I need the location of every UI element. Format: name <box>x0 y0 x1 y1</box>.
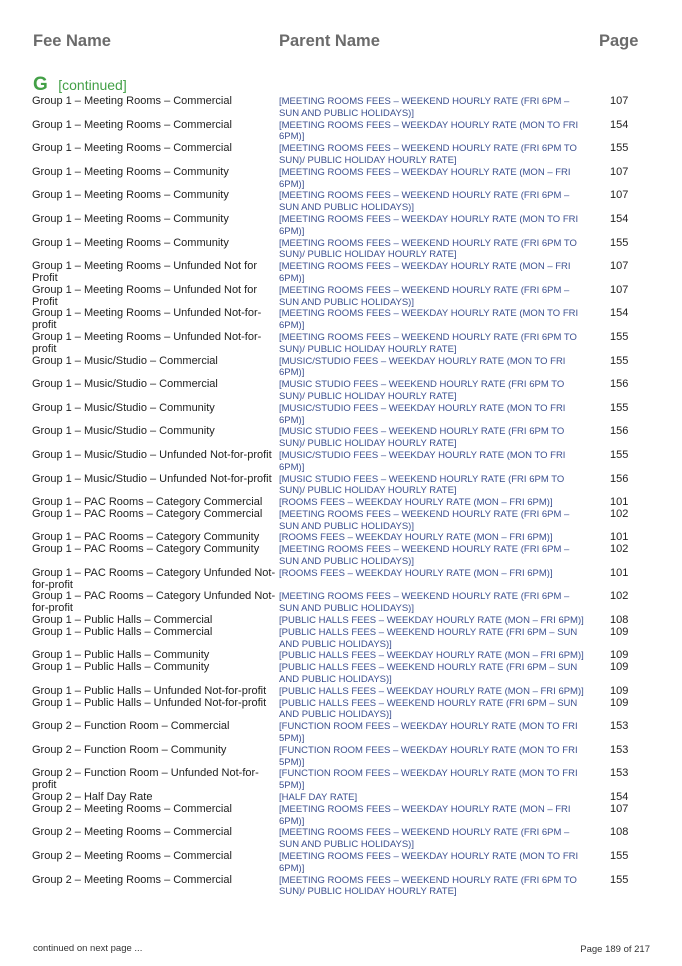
fee-name: Group 1 – Music/Studio – Community <box>32 401 215 414</box>
page-ref: 107 <box>610 283 629 296</box>
page-ref: 109 <box>610 625 629 638</box>
table-row <box>0 662 682 686</box>
parent-name[interactable]: [MEETING ROOMS FEES – WEEKDAY HOURLY RATE (MON TO FRI 6PM)] <box>279 213 579 237</box>
page-ref: 101 <box>610 496 629 509</box>
fee-name: Group 1 – Meeting Rooms – Commercial <box>32 118 232 131</box>
page-ref: 101 <box>610 531 629 544</box>
page-ref: 155 <box>610 873 629 886</box>
page-ref: 107 <box>610 802 629 815</box>
page-ref: 153 <box>610 767 629 780</box>
table-row <box>0 875 682 899</box>
fee-name: Group 1 – PAC Rooms – Category Unfunded Not-for-profit <box>32 590 276 615</box>
fee-name: Group 1 – Public Halls – Unfunded Not-for-profit <box>32 684 267 697</box>
parent-name[interactable]: [MUSIC/STUDIO FEES – WEEKDAY HOURLY RATE (MON TO FRI 6PM)] <box>279 449 566 473</box>
parent-name[interactable]: [PUBLIC HALLS FEES – WEEKDAY HOURLY RATE (MON – FRI 6PM)] <box>279 615 584 627</box>
page-ref: 101 <box>610 566 629 579</box>
parent-name[interactable]: [PUBLIC HALLS FEES – WEEKEND HOURLY RATE (FRI 6PM – SUN AND PUBLIC HOLIDAYS)] <box>279 662 578 686</box>
page-ref: 155 <box>610 448 629 461</box>
table-row <box>0 544 682 568</box>
fee-name: Group 1 – PAC Rooms – Category Community <box>32 531 260 544</box>
table-row <box>0 509 682 533</box>
page-ref: 154 <box>610 791 629 804</box>
page-ref: 102 <box>610 543 629 556</box>
page-ref: 107 <box>610 260 629 273</box>
fee-name: Group 1 – PAC Rooms – Category Community <box>32 543 260 556</box>
parent-name[interactable]: [MEETING ROOMS FEES – WEEKEND HOURLY RATE (FRI 6PM – SUN AND PUBLIC HOLIDAYS)] <box>279 591 570 615</box>
fee-name: Group 1 – Meeting Rooms – Community <box>32 165 229 178</box>
page-ref: 156 <box>610 425 629 438</box>
table-row <box>0 804 682 828</box>
table-row <box>0 568 682 592</box>
fee-name: Group 2 – Meeting Rooms – Commercial <box>32 802 232 815</box>
table-row <box>0 768 682 792</box>
continued-note: continued on next page ... <box>33 943 143 954</box>
table-row <box>0 190 682 214</box>
parent-name[interactable]: [FUNCTION ROOM FEES – WEEKDAY HOURLY RATE (MON TO FRI 5PM)] <box>279 721 578 745</box>
table-row <box>0 332 682 356</box>
fee-name: Group 1 – Public Halls – Community <box>32 661 210 674</box>
page-ref: 107 <box>610 95 629 107</box>
page-header: Page <box>599 32 639 50</box>
table-row <box>0 285 682 309</box>
table-row <box>0 403 682 427</box>
table-row <box>0 591 682 615</box>
fee-name: Group 1 – Meeting Rooms – Community <box>32 236 229 249</box>
parent-name[interactable]: [MUSIC STUDIO FEES – WEEKEND HOURLY RATE (FRI 6PM TO SUN)/ PUBLIC HOLIDAY HOURLY RATE] <box>279 379 565 402</box>
fee-name: Group 2 – Meeting Rooms – Commercial <box>32 873 232 886</box>
page-ref: 154 <box>610 118 629 131</box>
section-continued: [continued] <box>58 77 127 93</box>
fee-name: Group 1 – PAC Rooms – Category Unfunded Not-for-profit <box>32 566 276 591</box>
parent-name[interactable]: [MEETING ROOMS FEES – WEEKDAY HOURLY RATE (MON TO FRI 6PM)] <box>279 308 579 332</box>
table-row <box>0 238 682 262</box>
table-row <box>0 167 682 191</box>
parent-name[interactable]: [MUSIC STUDIO FEES – WEEKEND HOURLY RATE (FRI 6PM TO SUN)/ PUBLIC HOLIDAY HOURLY RATE] <box>279 426 565 450</box>
table-row <box>0 96 682 120</box>
fee-name: Group 1 – PAC Rooms – Category Commercial <box>32 496 263 509</box>
fee-name: Group 1 – Public Halls – Commercial <box>32 614 213 627</box>
table-row <box>0 426 682 450</box>
table-row <box>0 450 682 474</box>
fee-name: Group 2 – Meeting Rooms – Commercial <box>32 850 232 862</box>
parent-name[interactable]: [MEETING ROOMS FEES – WEEKEND HOURLY RATE (FRI 6PM TO SUN)/ PUBLIC HOLIDAY HOURLY RATE] <box>279 874 577 898</box>
fee-name: Group 1 – Meeting Rooms – Unfunded Not for Profit <box>32 283 258 308</box>
parent-name[interactable]: [ROOMS FEES – WEEKDAY HOURLY RATE (MON – FRI 6PM)] <box>279 567 553 579</box>
parent-name[interactable]: [MEETING ROOMS FEES – WEEKDAY HOURLY RATE (MON – FRI 6PM)] <box>279 803 571 827</box>
fee-name: Group 2 – Function Room – Commercial <box>32 720 230 733</box>
parent-name[interactable]: [MUSIC/STUDIO FEES – WEEKDAY HOURLY RATE (MON TO FRI 6PM)] <box>279 402 566 426</box>
page-ref: 155 <box>610 142 629 155</box>
parent-name-header: Parent Name <box>279 32 380 50</box>
fee-name: Group 2 – Half Day Rate <box>32 791 153 804</box>
page-ref: 102 <box>610 590 629 603</box>
parent-name[interactable]: [FUNCTION ROOM FEES – WEEKDAY HOURLY RATE (MON TO FRI 5PM)] <box>279 744 578 768</box>
page-ref: 156 <box>610 472 629 485</box>
fee-name: Group 2 – Function Room – Community <box>32 743 227 756</box>
fee-name: Group 1 – Music/Studio – Unfunded Not-for-profit <box>32 472 272 485</box>
fee-name-header: Fee Name <box>33 32 111 50</box>
parent-name[interactable]: [MEETING ROOMS FEES – WEEKEND HOURLY RATE (FRI 6PM – SUN AND PUBLIC HOLIDAYS)] <box>279 508 570 532</box>
table-row <box>0 379 682 403</box>
page-ref: 155 <box>610 330 629 343</box>
parent-name[interactable]: [MEETING ROOMS FEES – WEEKDAY HOURLY RATE (MON – FRI 6PM)] <box>279 261 571 284</box>
page-ref: 109 <box>610 684 629 697</box>
page-ref: 156 <box>610 378 629 391</box>
page-ref: 155 <box>610 401 629 414</box>
parent-name[interactable]: [PUBLIC HALLS FEES – WEEKEND HOURLY RATE (FRI 6PM – SUN AND PUBLIC HOLIDAYS)] <box>279 626 578 650</box>
fee-name: Group 2 – Function Room – Unfunded Not-for-profit <box>32 767 259 792</box>
fee-name: Group 2 – Meeting Rooms – Commercial <box>32 826 232 839</box>
page-ref: 107 <box>610 165 629 178</box>
fee-name: Group 1 – Meeting Rooms – Unfunded Not-for-profit <box>32 330 262 355</box>
section-letter: G <box>33 74 48 95</box>
parent-name[interactable]: [MEETING ROOMS FEES – WEEKEND HOURLY RATE (FRI 6PM TO SUN)/ PUBLIC HOLIDAY HOURLY RATE] <box>279 331 577 355</box>
page-ref: 109 <box>610 661 629 674</box>
table-row <box>0 214 682 238</box>
table-row <box>0 745 682 769</box>
page-ref: 155 <box>610 850 629 862</box>
table-row <box>0 356 682 380</box>
page-ref: 102 <box>610 507 629 520</box>
table-row <box>0 261 682 285</box>
fee-name: Group 1 – Music/Studio – Unfunded Not-for-profit <box>32 448 272 461</box>
fee-name: Group 1 – Music/Studio – Community <box>32 425 215 438</box>
table-row <box>0 627 682 651</box>
page-ref: 154 <box>610 307 629 320</box>
parent-name[interactable]: [PUBLIC HALLS FEES – WEEKDAY HOURLY RATE (MON – FRI 6PM)] <box>279 650 584 662</box>
fee-name: Group 1 – Music/Studio – Commercial <box>32 354 218 367</box>
parent-name[interactable]: [MEETING ROOMS FEES – WEEKDAY HOURLY RATE (MON – FRI 6PM)] <box>279 166 571 190</box>
fee-name: Group 1 – Meeting Rooms – Community <box>32 212 229 225</box>
parent-name[interactable]: [MEETING ROOMS FEES – WEEKDAY HOURLY RATE (MON TO FRI 6PM)] <box>279 119 579 143</box>
parent-name[interactable]: [ROOMS FEES – WEEKDAY HOURLY RATE (MON – FRI 6PM)] <box>279 532 553 544</box>
parent-name[interactable]: [ROOMS FEES – WEEKDAY HOURLY RATE (MON – FRI 6PM)] <box>279 497 553 509</box>
fee-name: Group 1 – Meeting Rooms – Commercial <box>32 95 232 107</box>
table-row <box>0 721 682 745</box>
fee-name: Group 1 – Music/Studio – Commercial <box>32 378 218 391</box>
page-ref: 109 <box>610 649 629 662</box>
fee-name: Group 1 – Public Halls – Commercial <box>32 625 213 638</box>
page-ref: 154 <box>610 212 629 225</box>
page-ref: 155 <box>610 236 629 249</box>
page-ref: 153 <box>610 720 629 733</box>
page-ref: 108 <box>610 826 629 839</box>
table-row <box>0 686 682 698</box>
parent-name[interactable]: [MUSIC STUDIO FEES – WEEKEND HOURLY RATE (FRI 6PM TO SUN)/ PUBLIC HOLIDAY HOURLY RATE] <box>279 473 565 497</box>
fee-name: Group 1 – Meeting Rooms – Commercial <box>32 142 232 155</box>
fee-name: Group 1 – Meeting Rooms – Community <box>32 189 229 202</box>
page-ref: 108 <box>610 614 629 627</box>
parent-name[interactable]: [FUNCTION ROOM FEES – WEEKDAY HOURLY RATE (MON TO FRI 5PM)] <box>279 768 578 792</box>
table-row <box>0 143 682 167</box>
table-row <box>0 120 682 144</box>
fee-name: Group 1 – PAC Rooms – Category Commercial <box>32 507 263 520</box>
section-heading <box>33 74 127 96</box>
fee-name: Group 1 – Public Halls – Community <box>32 649 210 662</box>
fee-name: Group 1 – Meeting Rooms – Unfunded Not-for-profit <box>32 307 262 332</box>
parent-name[interactable]: [HALF DAY RATE] <box>279 792 358 804</box>
parent-name[interactable]: [MUSIC/STUDIO FEES – WEEKDAY HOURLY RATE (MON TO FRI 6PM)] <box>279 355 566 379</box>
parent-name[interactable]: [PUBLIC HALLS FEES – WEEKDAY HOURLY RATE (MON – FRI 6PM)] <box>279 685 584 697</box>
page-ref: 153 <box>610 743 629 756</box>
parent-name[interactable]: [MEETING ROOMS FEES – WEEKEND HOURLY RATE (FRI 6PM – SUN AND PUBLIC HOLIDAYS)] <box>279 96 570 119</box>
parent-name[interactable]: [MEETING ROOMS FEES – WEEKEND HOURLY RATE (FRI 6PM – SUN AND PUBLIC HOLIDAYS)] <box>279 827 570 851</box>
page-ref: 107 <box>610 189 629 202</box>
fee-name: Group 1 – Public Halls – Unfunded Not-for-profit <box>32 696 267 709</box>
table-row <box>0 851 682 875</box>
page-ref: 155 <box>610 354 629 367</box>
table-row <box>0 308 682 332</box>
page-ref: 109 <box>610 696 629 709</box>
table-row <box>0 698 682 722</box>
fee-name: Group 1 – Meeting Rooms – Unfunded Not for Profit <box>32 260 258 284</box>
parent-name[interactable]: [MEETING ROOMS FEES – WEEKEND HOURLY RATE (FRI 6PM TO SUN)/ PUBLIC HOLIDAY HOURLY RATE] <box>279 143 577 166</box>
parent-name[interactable]: [MEETING ROOMS FEES – WEEKEND HOURLY RATE (FRI 6PM TO SUN)/ PUBLIC HOLIDAY HOURLY RATE] <box>279 237 577 261</box>
parent-name[interactable]: [MEETING ROOMS FEES – WEEKEND HOURLY RATE (FRI 6PM – SUN AND PUBLIC HOLIDAYS)] <box>279 190 570 214</box>
parent-name[interactable]: [MEETING ROOMS FEES – WEEKEND HOURLY RATE (FRI 6PM – SUN AND PUBLIC HOLIDAYS)] <box>279 544 570 568</box>
parent-name[interactable]: [PUBLIC HALLS FEES – WEEKEND HOURLY RATE (FRI 6PM – SUN AND PUBLIC HOLIDAYS)] <box>279 697 578 721</box>
parent-name[interactable]: [MEETING ROOMS FEES – WEEKEND HOURLY RATE (FRI 6PM – SUN AND PUBLIC HOLIDAYS)] <box>279 284 570 308</box>
index-table <box>0 96 682 898</box>
table-row <box>0 827 682 851</box>
page-number: Page 189 of 217 <box>580 944 650 955</box>
table-row <box>0 474 682 498</box>
parent-name[interactable]: [MEETING ROOMS FEES – WEEKDAY HOURLY RATE (MON TO FRI 6PM)] <box>279 851 579 874</box>
